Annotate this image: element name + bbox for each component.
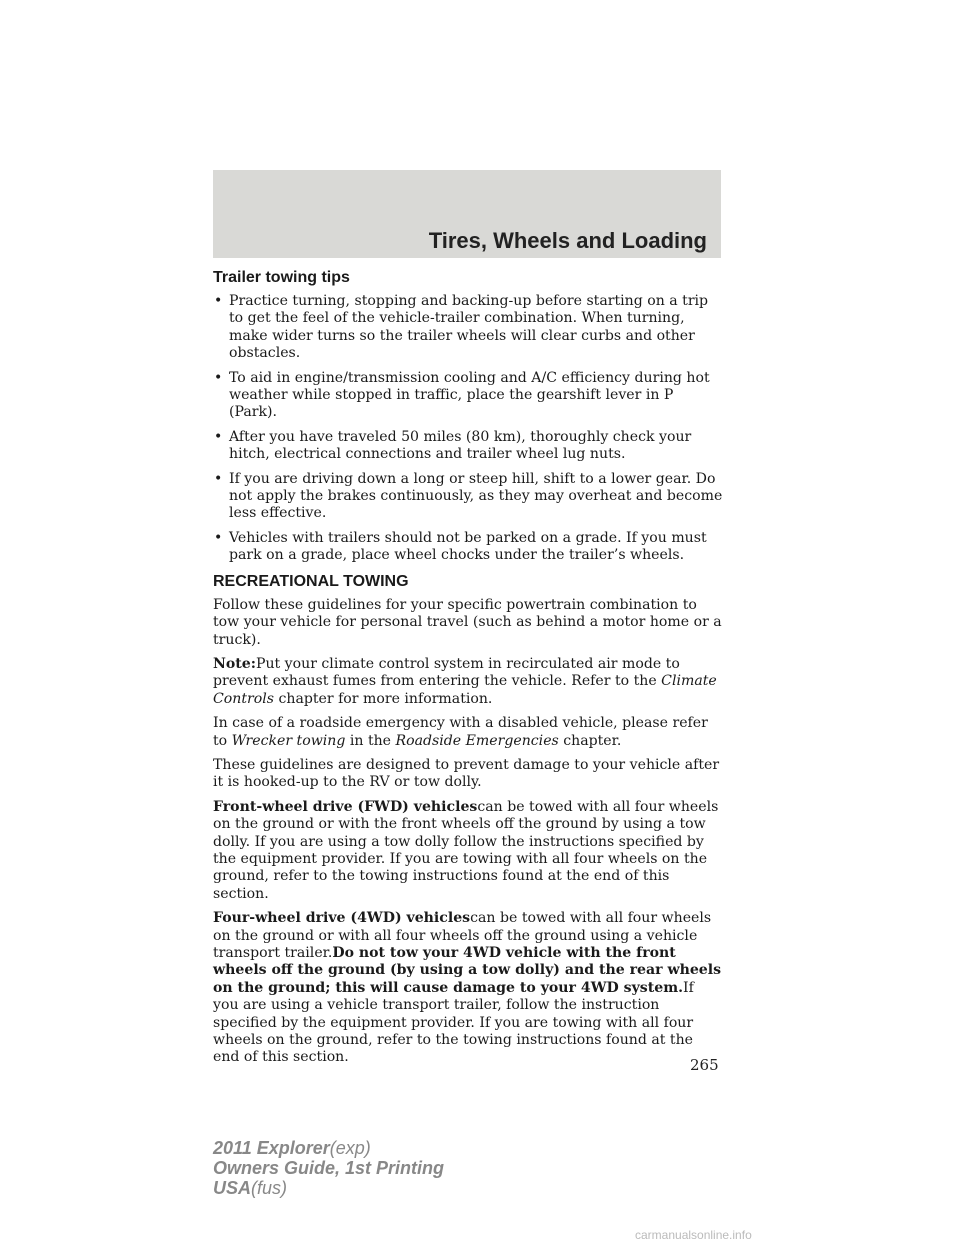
- page-number: 265: [690, 1056, 719, 1074]
- list-item: • If you are driving down a long or steep hill, shift to a lower gear. Do not apply the brakes continuously, as they may overheat and become less effective.: [214, 470, 723, 522]
- roadside-emergencies-ref: Roadside Emergencies: [395, 732, 559, 749]
- list-item: • After you have traveled 50 miles (80 km), thoroughly check your hitch, electrical connections and trailer wheel lug nuts.: [214, 428, 692, 463]
- guidelines-paragraph: These guidelines are designed to prevent damage to your vehicle after it is hooked-up to the RV or tow dolly.: [213, 756, 720, 791]
- document-footer: [213, 1138, 444, 1198]
- fwd-label: Front-wheel drive (FWD) vehicles: [213, 798, 478, 815]
- wrecker-towing-ref: Wrecker towing: [231, 732, 346, 749]
- 4wd-paragraph: Four-wheel drive (4WD) vehiclescan be towed with all four wheels on the ground or with all four wheels off the ground using a vehicle transport trailer.Do not tow your 4WD vehicle with the front wheels off the ground (by using a tow dolly) and the rear wheels on the ground; this will cause damage to your 4WD system.If you are using a vehicle transport trailer, follow the instruction specified by the equipment provider. If you are towing with all four wheels on the ground, refer to the towing instructions found at the end of this section.: [213, 910, 722, 1066]
- chapter-title: Tires, Wheels and Loading: [428, 228, 707, 253]
- list-item: • To aid in engine/transmission cooling and A/C efficiency during hot weather while stopped in traffic, place the gearshift lever in P (Park).: [214, 369, 710, 421]
- footer-guide: Owners Guide, 1st Printing: [213, 1158, 445, 1178]
- list-item: • Vehicles with trailers should not be parked on a grade. If you must park on a grade, place wheel chocks under the trailer’s wheels.: [214, 529, 707, 564]
- footer-model-code: (exp): [329, 1138, 371, 1158]
- footer-model: 2011 Explorer: [213, 1138, 330, 1158]
- list-item: • Practice turning, stopping and backing-up before starting on a trip to get the feel of the vehicle-trailer combination. When turning, make wider turns so the trailer wheels will clear curbs and other obstacles.: [214, 293, 709, 362]
- note-paragraph: Note:Put your climate control system in recirculated air mode to prevent exhaust fumes from entering the vehicle. Refer to the Climate Controls chapter for more information.: [213, 655, 717, 707]
- page-content: [213, 268, 723, 1074]
- bullet-icon: •: [214, 428, 223, 445]
- bullet-icon: •: [214, 470, 223, 487]
- recreational-intro: Follow these guidelines for your specific powertrain combination to tow your vehicle for personal travel (such as behind a motor home or a truck).: [213, 596, 722, 648]
- 4wd-warning: Do not tow your 4WD vehicle with the front wheels off the ground (by using a tow dolly) and the rear wheels on the ground; this will cause damage to your 4WD system.: [213, 945, 722, 996]
- bullet-icon: •: [214, 293, 223, 309]
- note-label: Note:: [213, 655, 256, 672]
- bullet-icon: •: [214, 369, 223, 386]
- climate-controls-ref: Climate Controls: [213, 673, 717, 707]
- recreational-towing-heading: RECREATIONAL TOWING: [213, 572, 409, 590]
- fwd-paragraph: Front-wheel drive (FWD) vehiclescan be towed with all four wheels on the ground or with the front wheels off the ground by using a tow dolly. If you are using a tow dolly follow the instructions specified by the equipment provider. If you are towing with all four wheels on the ground, refer to the towing instructions found at the end of this section.: [213, 798, 719, 902]
- 4wd-label: Four-wheel drive (4WD) vehicles: [213, 910, 471, 927]
- bullet-icon: •: [214, 529, 223, 546]
- footer-market-code: (fus): [251, 1178, 288, 1198]
- watermark: carmanualsonline.info: [635, 1228, 752, 1242]
- emergency-paragraph: In case of a roadside emergency with a disabled vehicle, please refer to Wrecker towing in the Roadside Emergencies chapter.: [213, 715, 708, 749]
- trailer-tips-heading: Trailer towing tips: [213, 269, 350, 286]
- footer-market: USA: [213, 1178, 252, 1198]
- chapter-header: [213, 170, 721, 258]
- trailer-tips-list: [213, 293, 723, 565]
